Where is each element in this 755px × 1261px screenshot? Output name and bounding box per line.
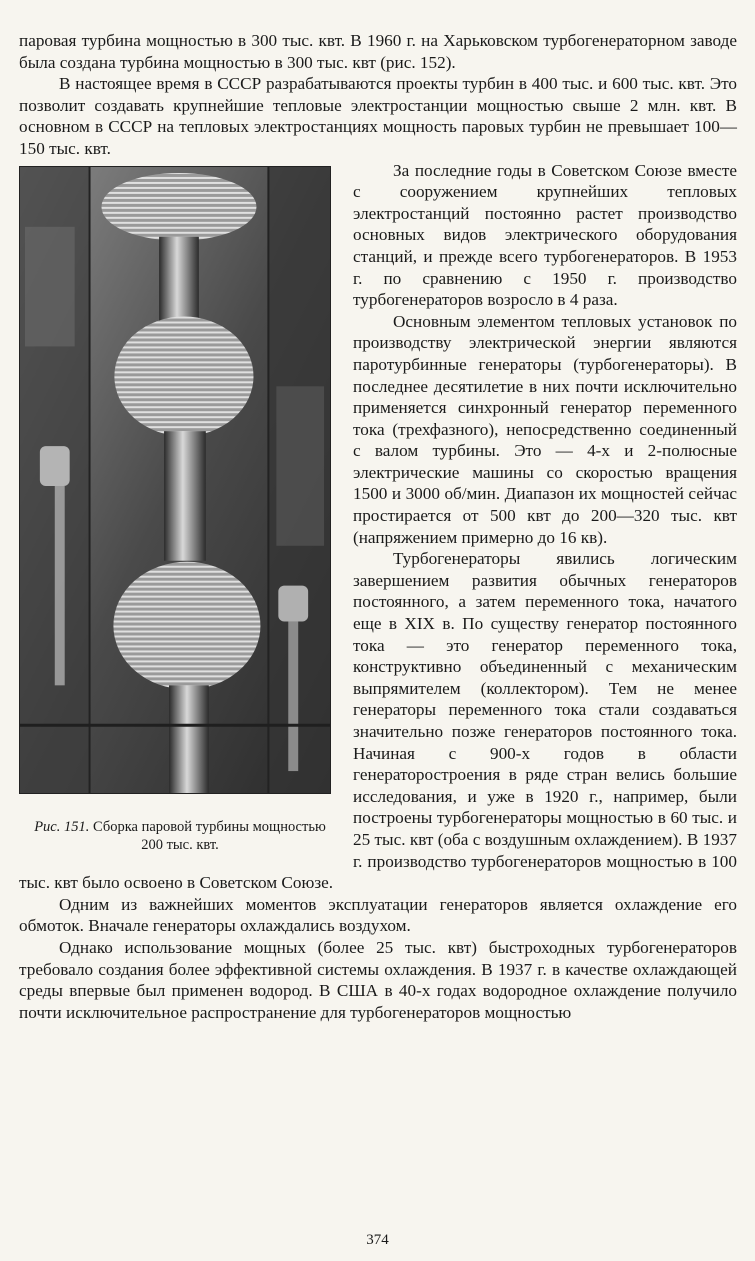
turbine-assembly-photo	[19, 166, 331, 794]
paragraph-2: В настоящее время в СССР разрабатываются проекты турбин в 400 тыс. и 600 тыс. квт. Это позволит создавать крупнейшие тепловые электростанции мощностью свыше 2 млн. квт. В основном в СССР на тепловых электростанциях мощность паровых турбин не превышает 100—150 тыс. квт.	[19, 74, 737, 158]
paragraph-1: паровая турбина мощностью в 300 тыс. квт. В 1960 г. на Харьковском турбогенераторном заводе была создана турбина мощностью в 300 тыс. квт (рис. 152).	[19, 31, 737, 72]
figure-caption-label: Рис. 151.	[34, 818, 90, 835]
page-number: 374	[366, 1232, 389, 1248]
paragraph-6: Одним из важнейших моментов эксплуатации генераторов является охлаждение его обмоток. Вначале генераторы охлаждались воздухом.	[19, 894, 737, 936]
paragraph-4: Основным элементом тепловых установок по производству электрической энергии являются паротурбинные генераторы (турбогенераторы). В последнее десятилетие в них почти исключительно применяется синхронный генератор переменного тока (трехфазного), непосредственно соединенный с валом турбины. Это — 4-х и 2-полюсные электрические машины со скоростью вращения 1500 и 3000 об/мин. Диапазон их мощностей сейчас простирается от 500 квт до 200—320 тыс. квт (напряжением примерно до 16 кв).	[353, 311, 737, 547]
figure-151	[19, 166, 341, 854]
figure-caption	[19, 818, 341, 854]
figure-caption-text: Сборка паровой турбины мощностью 200 тыс. квт.	[93, 818, 326, 853]
paragraph-3: За последние годы в Советском Союзе вместе с сооружением крупнейших тепловых электростанций постоянно растет производство основных видов электрического оборудования станций, и прежде всего турбогенераторов. В 1953 г. по сравнению с 1950 г. производство турбогенераторов возросло в 4 раза.	[353, 160, 737, 310]
paragraph-5: Турбогенераторы явились логическим завершением развития обычных генераторов постоянного, а затем переменного тока, начатого еще в XIX в. По существу генератор постоянного тока — это генератор переменного тока, конструктивно объединенный с механическим выпрямителем (коллектором). Тем не менее генераторы переменного тока стали создаваться значительно позже генераторов постоянного тока. Начиная с 900-х годов в области генераторостроения в ряде стран велись большие исследования, и уже в 1920 г., например, были построены турбогенераторы мощностью в 60 тыс. и 25 тыс. квт (оба с воздушным охлаждением). В 1937 г. производство турбогенераторов мощностью в 100 тыс. квт было освоено в Советском Союзе.	[19, 549, 737, 893]
page-body	[19, 30, 737, 1023]
paragraph-7: Однако использование мощных (более 25 тыс. квт) быстроходных турбогенераторов требовало создания более эффективной системы охлаждения. В 1937 г. в качестве охлаждающей среды впервые был применен водород. В США в 40-х годах водородное охлаждение получило почти исключительное распространение для турбогенераторов мощностью	[19, 937, 737, 1022]
